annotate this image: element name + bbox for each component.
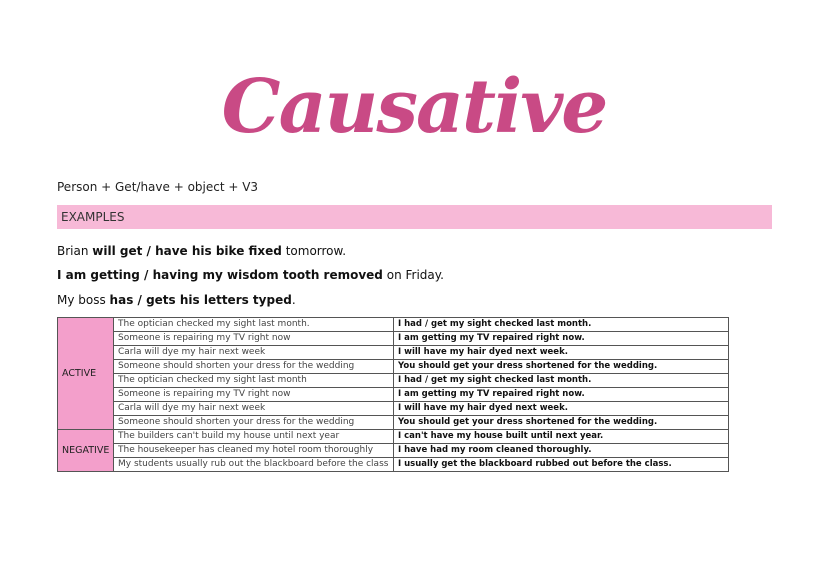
sentence-plain: tomorrow. — [281, 244, 347, 258]
causative-sentence: I am getting my TV repaired right now. — [394, 388, 729, 402]
page-title: Causative — [221, 64, 607, 150]
active-sentence: Carla will dye my hair next week — [114, 346, 394, 360]
active-sentence: Someone should shorten your dress for the wedding — [114, 360, 394, 374]
table-row — [58, 374, 729, 388]
sentence-plain: . — [291, 293, 296, 307]
active-sentence: Someone is repairing my TV right now — [114, 332, 394, 346]
table-row — [58, 430, 729, 444]
active-sentence: Someone should shorten your dress for the wedding — [114, 416, 394, 430]
causative-sentence: You should get your dress shortened for the wedding. — [394, 416, 729, 430]
sentence-bold: will get / have his bike fixed — [92, 244, 282, 258]
causative-sentence: You should get your dress shortened for the wedding. — [394, 360, 729, 374]
sentence-plain: on Friday. — [382, 268, 444, 282]
table-row — [58, 318, 729, 332]
causative-examples-table — [57, 317, 729, 472]
sentence-bold: I am getting / having my wisdom tooth removed — [57, 268, 383, 282]
example-sentence — [57, 268, 444, 282]
table-row — [58, 416, 729, 430]
causative-sentence: I had / get my sight checked last month. — [394, 318, 729, 332]
active-sentence: The optician checked my sight last month — [114, 374, 394, 388]
active-sentence: The builders can't build my house until next year — [114, 430, 394, 444]
table-row — [58, 332, 729, 346]
example-sentence — [57, 293, 296, 307]
examples-heading — [57, 205, 772, 229]
causative-sentence: I usually get the blackboard rubbed out before the class. — [394, 458, 729, 472]
causative-formula: Person + Get/have + object + V3 — [57, 180, 259, 194]
causative-sentence: I will have my hair dyed next week. — [394, 346, 729, 360]
sentence-plain: Brian — [57, 244, 93, 258]
group-label-active: ACTIVE — [58, 318, 114, 430]
causative-sentence: I will have my hair dyed next week. — [394, 402, 729, 416]
table-row — [58, 346, 729, 360]
causative-sentence: I can't have my house built until next year. — [394, 430, 729, 444]
table-row — [58, 402, 729, 416]
table-row — [58, 458, 729, 472]
example-sentence — [57, 244, 346, 258]
sentence-bold: has / gets his letters typed — [109, 293, 292, 307]
table-row — [58, 360, 729, 374]
sentence-plain: My boss — [57, 293, 110, 307]
causative-sentence: I have had my room cleaned thoroughly. — [394, 444, 729, 458]
active-sentence: Carla will dye my hair next week — [114, 402, 394, 416]
group-label-negative: NEGATIVE — [58, 430, 114, 472]
causative-sentence: I am getting my TV repaired right now. — [394, 332, 729, 346]
table-row — [58, 444, 729, 458]
causative-sentence: I had / get my sight checked last month. — [394, 374, 729, 388]
active-sentence: My students usually rub out the blackboard before the class — [114, 458, 394, 472]
examples-heading-label: EXAMPLES — [61, 210, 125, 224]
table-row — [58, 388, 729, 402]
active-sentence: The optician checked my sight last month. — [114, 318, 394, 332]
active-sentence: Someone is repairing my TV right now — [114, 388, 394, 402]
active-sentence: The housekeeper has cleaned my hotel room thoroughly — [114, 444, 394, 458]
